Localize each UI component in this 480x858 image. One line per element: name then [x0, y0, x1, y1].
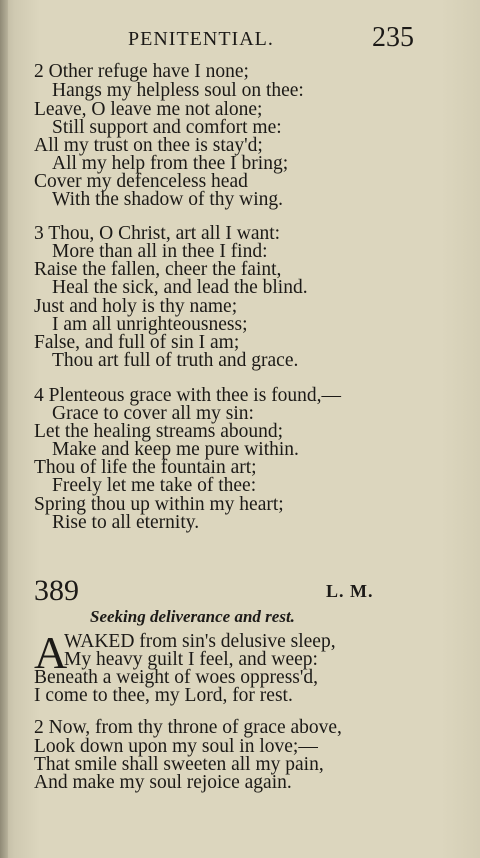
verse-line: 2 Now, from thy throne of grace above, — [34, 717, 342, 738]
verse-line: Freely let me take of thee: — [52, 475, 257, 496]
verse-line: That smile shall sweeten all my pain, — [34, 754, 324, 775]
page-number: 235 — [372, 22, 414, 53]
hymn-number: 389 — [34, 574, 79, 607]
verse-line: Rise to all eternity. — [52, 512, 200, 533]
verse-line: Hangs my helpless soul on thee: — [52, 80, 304, 101]
verse-line: All my help from thee I bring; — [52, 153, 289, 174]
page-gutter — [0, 0, 8, 858]
verse-line: Make and keep me pure within. — [52, 439, 299, 460]
verse-line: Grace to cover all my sin: — [52, 403, 254, 424]
verse-line: More than all in thee I find: — [52, 241, 268, 262]
verse-line: Raise the fallen, cheer the faint, — [34, 259, 282, 280]
drop-cap: A — [34, 627, 68, 678]
verse-line: With the shadow of thy wing. — [52, 189, 284, 210]
verse-line: Heal the sick, and lead the blind. — [52, 277, 308, 298]
page-header — [0, 22, 480, 52]
verse-line: I come to thee, my Lord, for rest. — [34, 685, 293, 706]
running-head: PENITENTIAL. — [128, 28, 274, 50]
verse-line: All my trust on thee is stay'd; — [34, 135, 263, 156]
verse-line: Beneath a weight of woes oppress'd, — [34, 667, 319, 688]
verse-line: 2 Other refuge have I none; — [34, 61, 249, 82]
verse-line: Thou art full of truth and grace. — [52, 350, 299, 371]
verse-line: My heavy guilt I feel, and weep: — [64, 649, 318, 670]
verse-line: False, and full of sin I am; — [34, 332, 240, 353]
verse-line: Just and holy is thy name; — [34, 296, 238, 317]
verse-line: Cover my defenceless head — [34, 171, 248, 192]
verse-line: Still support and comfort me: — [52, 117, 282, 138]
hymn-meter: L. M. — [326, 581, 374, 601]
hymn-title: Seeking deliverance and rest. — [90, 607, 295, 626]
verse-line: And make my soul rejoice again. — [34, 772, 292, 793]
verse-line: WAKED from sin's delusive sleep, — [64, 631, 336, 652]
verse-line: 4 Plenteous grace with thee is found,— — [34, 385, 342, 406]
verse-line: I am all unrighteousness; — [52, 314, 248, 335]
verse-line: Look down upon my soul in love;— — [34, 736, 318, 757]
verse-line: Leave, O leave me not alone; — [34, 99, 263, 120]
verse-line: Spring thou up within my heart; — [34, 494, 284, 515]
verse-line: Thou of life the fountain art; — [34, 457, 257, 478]
verse-line: Let the healing streams abound; — [34, 421, 284, 442]
verse-line: 3 Thou, O Christ, art all I want: — [34, 223, 281, 244]
